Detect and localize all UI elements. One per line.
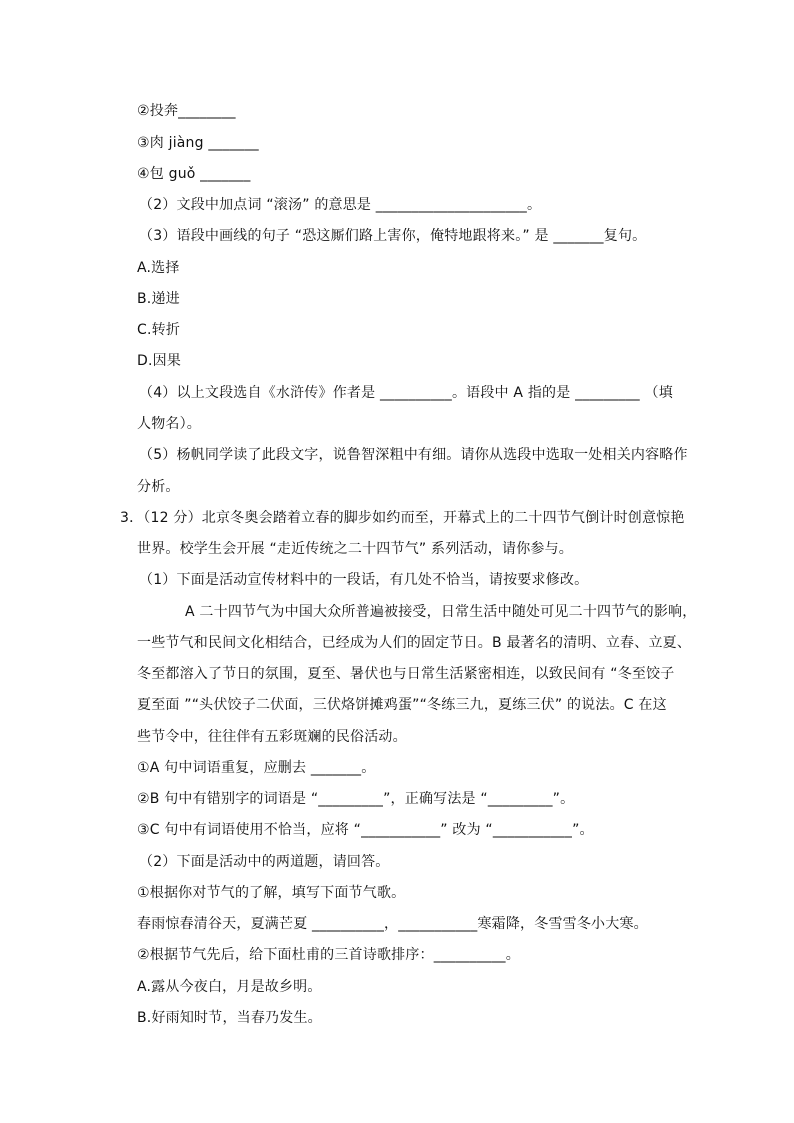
line-l07: B.递进	[137, 291, 180, 307]
line-l15: 世界。校学生会开展 “走近传统之二十四节气” 系列活动，请你参与。	[137, 541, 574, 557]
line-l01: ②投奔________	[137, 103, 236, 119]
line-l20: 夏至面 ”“头伏饺子二伏面，三伏烙饼摊鸡蛋”“冬练三九，夏练三伏” 的说法。C 在这	[137, 697, 667, 713]
line-l11: 人物名）。	[137, 416, 201, 432]
line-l09: D.因果	[137, 353, 182, 369]
line-l28: ②根据节气先后，给下面杜甫的三首诗歌排序：__________。	[137, 947, 520, 963]
line-l05: （3）语段中画线的句子 “恐这厮们路上害你，俺特地跟将来。” 是 _______复句。	[139, 228, 647, 244]
line-l13: 分析。	[137, 479, 180, 495]
line-l22: ①A 句中词语重复，应删去 _______。	[137, 760, 376, 776]
line-l23: ②B 句中有错别字的词语是 “_________”，正确写法是 “_________”。	[137, 791, 575, 807]
line-l18: 一些节气和民间文化相结合，已经成为人们的固定节日。B 最著名的清明、立春、立夏、	[137, 635, 692, 651]
line-l04: （2）文段中加点词 “滚汤” 的意思是 _____________________。	[139, 197, 542, 213]
line-l16: （1）下面是活动宣传材料中的一段话，有几处不恰当，请按要求修改。	[139, 572, 589, 588]
line-l27: 春雨惊春清谷天，夏满芒夏 __________，___________寒霜降，冬雪雪冬小大寒。	[137, 916, 648, 932]
line-l30: B.好雨知时节，当春乃发生。	[137, 1010, 322, 1026]
line-l10: （4）以上文段选自《水浒传》作者是 __________。语段中 A 指的是 _________ （填	[139, 385, 673, 401]
line-l08: C.转折	[137, 322, 181, 338]
line-l06: A.选择	[137, 260, 180, 276]
line-l29: A.露从今夜白，月是故乡明。	[137, 979, 322, 995]
line-l02: ③肉 jiàng _______	[137, 135, 259, 151]
line-l19: 冬至都溶入了节日的氛围，夏至、暑伏也与日常生活紧密相连，以致民间有 “冬至饺子	[137, 666, 675, 682]
line-l24: ③C 句中有词语使用不恰当，应将 “___________” 改为 “___________”。	[137, 822, 594, 838]
line-l26: ①根据你对节气的了解，填写下面节气歌。	[137, 885, 406, 901]
line-l12: （5）杨帆同学读了此段文字，说鲁智深粗中有细。请你从选段中选取一处相关内容略作	[139, 447, 688, 463]
line-l21: 些节令中，往往伴有五彩斑斓的民俗活动。	[137, 729, 407, 745]
line-l25: （2）下面是活动中的两道题，请回答。	[139, 854, 390, 870]
line-l03: ④包 guǒ _______	[137, 166, 251, 182]
line-l14: 3．（12 分）北京冬奥会踏着立春的脚步如约而至，开幕式上的二十四节气倒计时创意惊艳	[120, 510, 685, 526]
line-l17: A 二十四节气为中国大众所普遍被接受，日常生活中随处可见二十四节气的影响，	[185, 604, 697, 620]
